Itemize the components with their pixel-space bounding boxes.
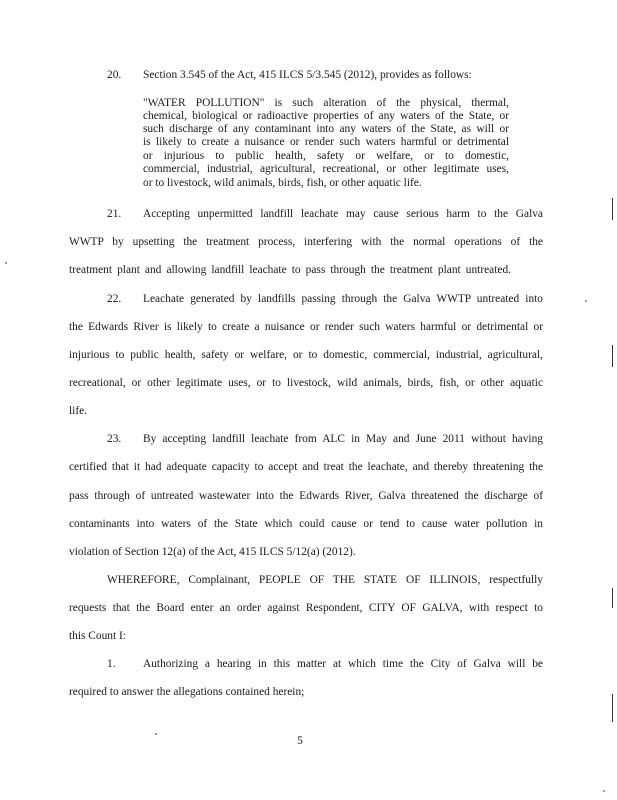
wherefore-text: requests that the Board enter an order against Respondent, CITY OF GALVA, with respect to xyxy=(69,602,543,614)
paragraph-text: WWTP by upsetting the treatment process, interfering with the normal operations of the xyxy=(69,236,543,248)
scan-mark xyxy=(612,345,613,367)
paragraph-text: Section 3.545 of the Act, 415 ILCS 5/3.545 (2012), provides as follows: xyxy=(143,69,472,81)
paragraph-text: treatment plant and allowing landfill leachate to pass through the treatment plant untreated. xyxy=(69,264,511,276)
quote-line: is likely to create a nuisance or render such waters harmful or detrimental xyxy=(143,136,509,148)
quote-line: chemical, biological or radioactive properties of any waters of the State, or xyxy=(143,110,509,122)
paragraph-text: Leachate generated by landfills passing through the Galva WWTP untreated into xyxy=(143,293,543,305)
scan-mark xyxy=(612,198,613,220)
paragraph-text: recreational, or other legitimate uses, or to livestock, wild animals, birds, fish, or other aquatic xyxy=(69,377,543,389)
item-number: 1. xyxy=(107,658,116,670)
paragraph-number: 23. xyxy=(107,433,122,445)
paragraph-text: By accepting landfill leachate from ALC in May and June 2011 without having xyxy=(143,433,543,445)
quote-line: such discharge of any contaminant into any waters of the State, as will or xyxy=(143,123,509,135)
paragraph-text: life. xyxy=(69,405,88,417)
paragraph-text: the Edwards River is likely to create a nuisance or render such waters harmful or detrimental or xyxy=(69,321,543,333)
scan-speck xyxy=(585,300,587,302)
wherefore-text: WHEREFORE, Complainant, PEOPLE OF THE STATE OF ILLINOIS, respectfully xyxy=(107,574,543,586)
scan-speck xyxy=(155,733,157,735)
paragraph-text: contaminants into waters of the State which could cause or tend to cause water pollution in xyxy=(69,518,543,530)
item-text: required to answer the allegations contained herein; xyxy=(69,686,305,698)
paragraph-text: certified that it had adequate capacity to accept and treat the leachate, and thereby threatening the xyxy=(69,461,543,473)
scan-speck xyxy=(603,790,605,792)
paragraph-text: injurious to public health, safety or welfare, or to domestic, commercial, industrial, agricultural, xyxy=(69,349,543,361)
quote-line: "WATER POLLUTION" is such alteration of the physical, thermal, xyxy=(143,97,509,109)
item-text: Authorizing a hearing in this matter at which time the City of Galva will be xyxy=(143,658,543,670)
scan-speck xyxy=(5,262,7,264)
wherefore-text: this Count I: xyxy=(69,630,126,642)
paragraph-text: Accepting unpermitted landfill leachate may cause serious harm to the Galva xyxy=(143,208,543,220)
paragraph-number: 22. xyxy=(107,293,122,305)
paragraph-number: 20. xyxy=(107,69,122,81)
page-number: 5 xyxy=(297,735,303,747)
quote-line: or to livestock, wild animals, birds, fish, or other aquatic life. xyxy=(143,177,422,189)
scan-mark xyxy=(612,588,613,608)
quote-line: or injurious to public health, safety or welfare, or to domestic, xyxy=(143,150,509,162)
paragraph-number: 21. xyxy=(107,208,122,220)
scan-mark xyxy=(612,694,613,722)
paragraph-text: violation of Section 12(a) of the Act, 415 ILCS 5/12(a) (2012). xyxy=(69,546,356,558)
quote-line: commercial, industrial, agricultural, recreational, or other legitimate uses, xyxy=(143,163,509,175)
paragraph-text: pass through of untreated wastewater into the Edwards River, Galva threatened the discharge of xyxy=(69,490,543,502)
